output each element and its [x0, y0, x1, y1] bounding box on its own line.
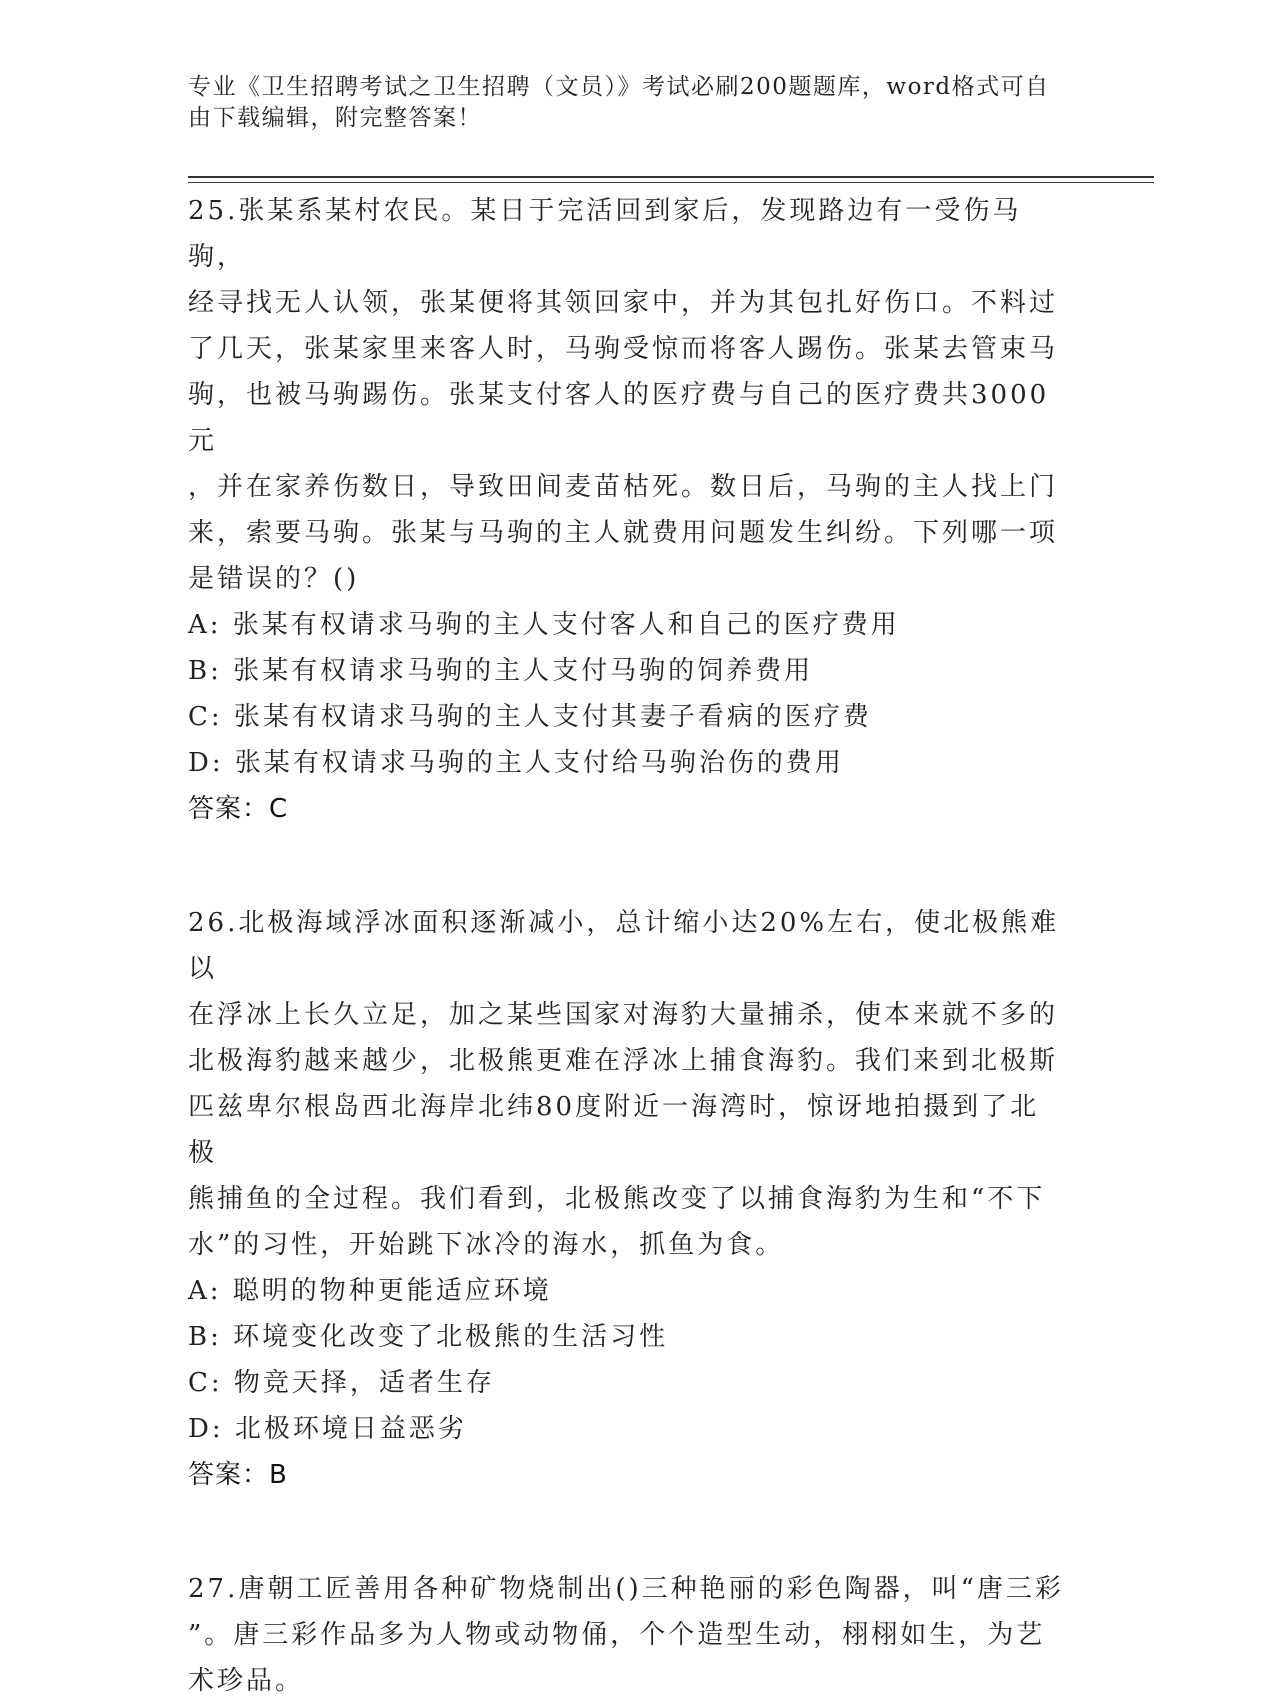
question-spacer — [188, 832, 1068, 900]
question-list — [188, 188, 1068, 1704]
question-stem: 25.张某系某村农民。某日于完活回到家后，发现路边有一受伤马驹， 经寻找无人认领，张某便将其领回家中，并为其包扎好伤口。不料过 了几天，张某家里来客人时，马驹受惊而将客人踢伤。张某去管束马 驹，也被马驹踢伤。张某支付客人的医疗费与自己的医疗费共3000元 ，并在家养伤数日，导致田间麦苗枯死。数日后，马驹的主人找上门 来，索要马驹。张某与马驹的主人就费用问题发生纠纷。下列哪一项 是错误的？() — [188, 196, 1059, 594]
header-rule-thick — [188, 176, 1154, 178]
option-d: D: 张某有权请求马驹的主人支付给马驹治伤的费用 — [188, 748, 844, 778]
question-25 — [188, 188, 1068, 832]
option-b: B: 张某有权请求马驹的主人支付马驹的饲养费用 — [188, 656, 814, 686]
question-26 — [188, 900, 1068, 1498]
question-27 — [188, 1566, 1068, 1704]
question-stem: 27.唐朝工匠善用各种矿物烧制出()三种艳丽的彩色陶器，叫“唐三彩 ”。唐三彩作品多为人物或动物俑，个个造型生动，栩栩如生，为艺 术珍品。 — [188, 1574, 1064, 1696]
header-rule-thin — [188, 182, 1154, 183]
option-c: C: 物竞天择，适者生存 — [188, 1368, 495, 1398]
header-line-1: 专业《卫生招聘考试之卫生招聘（文员）》考试必刷200题题库，word格式可自 — [188, 74, 1050, 100]
option-b: B: 环境变化改变了北极熊的生活习性 — [188, 1322, 669, 1352]
answer-line: 答案：C — [188, 794, 289, 824]
question-spacer — [188, 1498, 1068, 1566]
option-d: D: 北极环境日益恶劣 — [188, 1414, 467, 1444]
header-line-2: 由下载编辑，附完整答案！ — [188, 105, 482, 131]
option-a: A: 聪明的物种更能适应环境 — [188, 1276, 552, 1306]
answer-line: 答案：B — [188, 1460, 288, 1490]
question-stem: 26.北极海域浮冰面积逐渐减小，总计缩小达20%左右，使北极熊难以 在浮冰上长久立足，加之某些国家对海豹大量捕杀，使本来就不多的 北极海豹越来越少，北极熊更难在浮冰上捕食海豹。我们来到北极斯 匹兹卑尔根岛西北海岸北纬80度附近一海湾时，惊讶地拍摄到了北极 熊捕鱼的全过程。我们看到，北极熊改变了以捕食海豹为生和“不下 水”的习性，开始跳下冰冷的海水，抓鱼为食。 — [188, 908, 1060, 1260]
option-a: A: 张某有权请求马驹的主人支付客人和自己的医疗费用 — [188, 610, 900, 640]
document-header — [188, 72, 1068, 134]
option-c: C: 张某有权请求马驹的主人支付其妻子看病的医疗费 — [188, 702, 872, 732]
